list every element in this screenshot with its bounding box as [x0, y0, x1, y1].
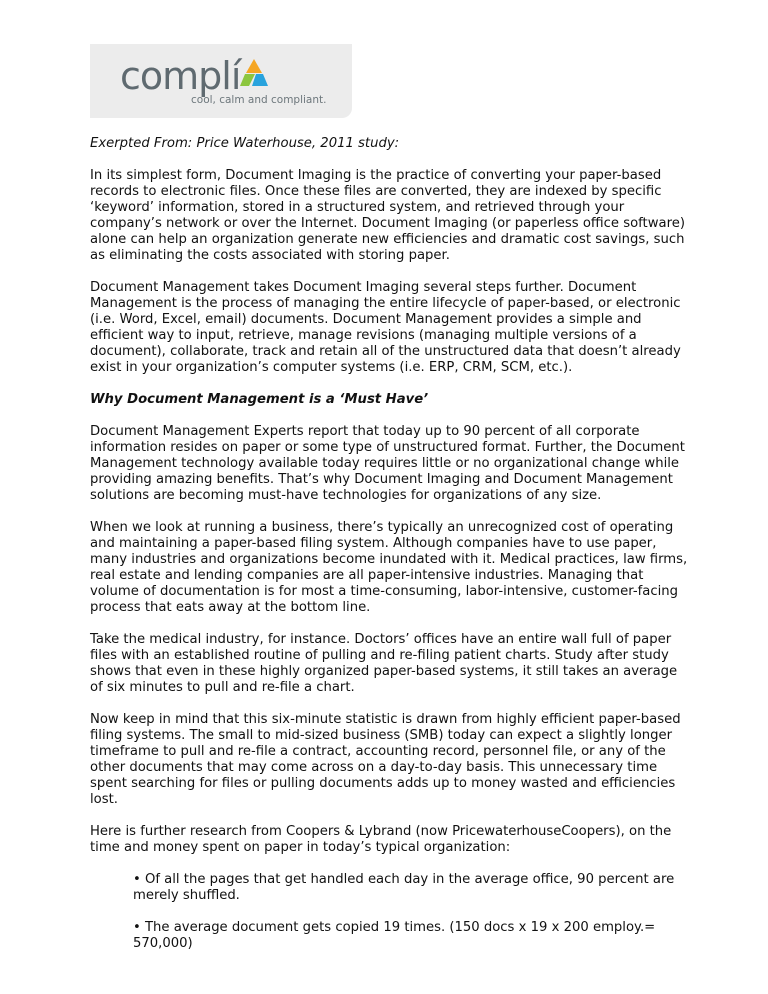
bullet-item-2: • The average document gets copied 19 times. (150 docs x 19 x 200 employ.= 570,000)	[133, 920, 656, 951]
logo-triangle-icon	[240, 58, 268, 88]
logo-wordmark: complí	[120, 54, 241, 98]
logo-tagline: cool, calm and compliant.	[191, 94, 327, 106]
paragraph-4: When we look at running a business, there’s typically an unrecognized cost of operating and maintaining a paper-based filing system. Although companies have to use paper, many industries and organizations become inundated with it. Medical practices, law firms, real estate and lending companies are all paper-intensive industries. Managing that volume of documentation is for most a time-consuming, labor-intensive, customer-facing process that eats away at the bottom line.	[90, 520, 688, 615]
excerpt-source: Exerpted From: Price Waterhouse, 2011 study:	[90, 136, 400, 151]
paragraph-6: Now keep in mind that this six-minute statistic is drawn from highly efficient paper-based filing systems. The small to mid-sized business (SMB) today can expect a slightly longer timeframe to pull and re-file a contract, accounting record, personnel file, or any of the other documents that may come across on a day-to-day basis. This unnecessary time spent searching for files or pulling documents adds up to money wasted and efficiencies lost.	[90, 712, 681, 807]
document-body	[90, 136, 690, 968]
section-heading: Why Document Management is a ‘Must Have’	[90, 392, 429, 407]
paragraph-7: Here is further research from Coopers & Lybrand (now PricewaterhouseCoopers), on the time and money spent on paper in today’s typical organization:	[90, 824, 672, 855]
bullet-item-1: • Of all the pages that get handled each day in the average office, 90 percent are merely shuffled.	[133, 872, 675, 903]
paragraph-1: In its simplest form, Document Imaging is the practice of converting your paper-based records to electronic files. Once these files are converted, they are indexed by specific ‘keyword’ information, stored in a structured system, and retrieved through your company’s network or over the Internet. Document Imaging (or paperless office software) alone can help an organization generate new efficiencies and dramatic cost savings, such as eliminating the costs associated with storing paper.	[90, 168, 685, 263]
paragraph-3: Document Management Experts report that today up to 90 percent of all corporate information resides on paper or some type of unstructured format. Further, the Document Management technology available today requires little or no organizational change while providing amazing benefits. That’s why Document Imaging and Document Management solutions are becoming must-have technologies for organizations of any size.	[90, 424, 685, 503]
paragraph-5: Take the medical industry, for instance. Doctors’ offices have an entire wall full of paper files with an established routine of pulling and re-filing patient charts. Study after study shows that even in these highly organized paper-based systems, it still takes an average of six minutes to pull and re-file a chart.	[90, 632, 678, 695]
paragraph-2: Document Management takes Document Imaging several steps further. Document Management is the process of managing the entire lifecycle of paper-based, or electronic (i.e. Word, Excel, email) documents. Document Management provides a simple and efficient way to input, retrieve, manage revisions (managing multiple versions of a document), collaborate, track and retain all of the unstructured data that doesn’t already exist in your organization’s computer systems (i.e. ERP, CRM, SCM, etc.).	[90, 280, 681, 375]
logo-banner	[90, 44, 352, 118]
